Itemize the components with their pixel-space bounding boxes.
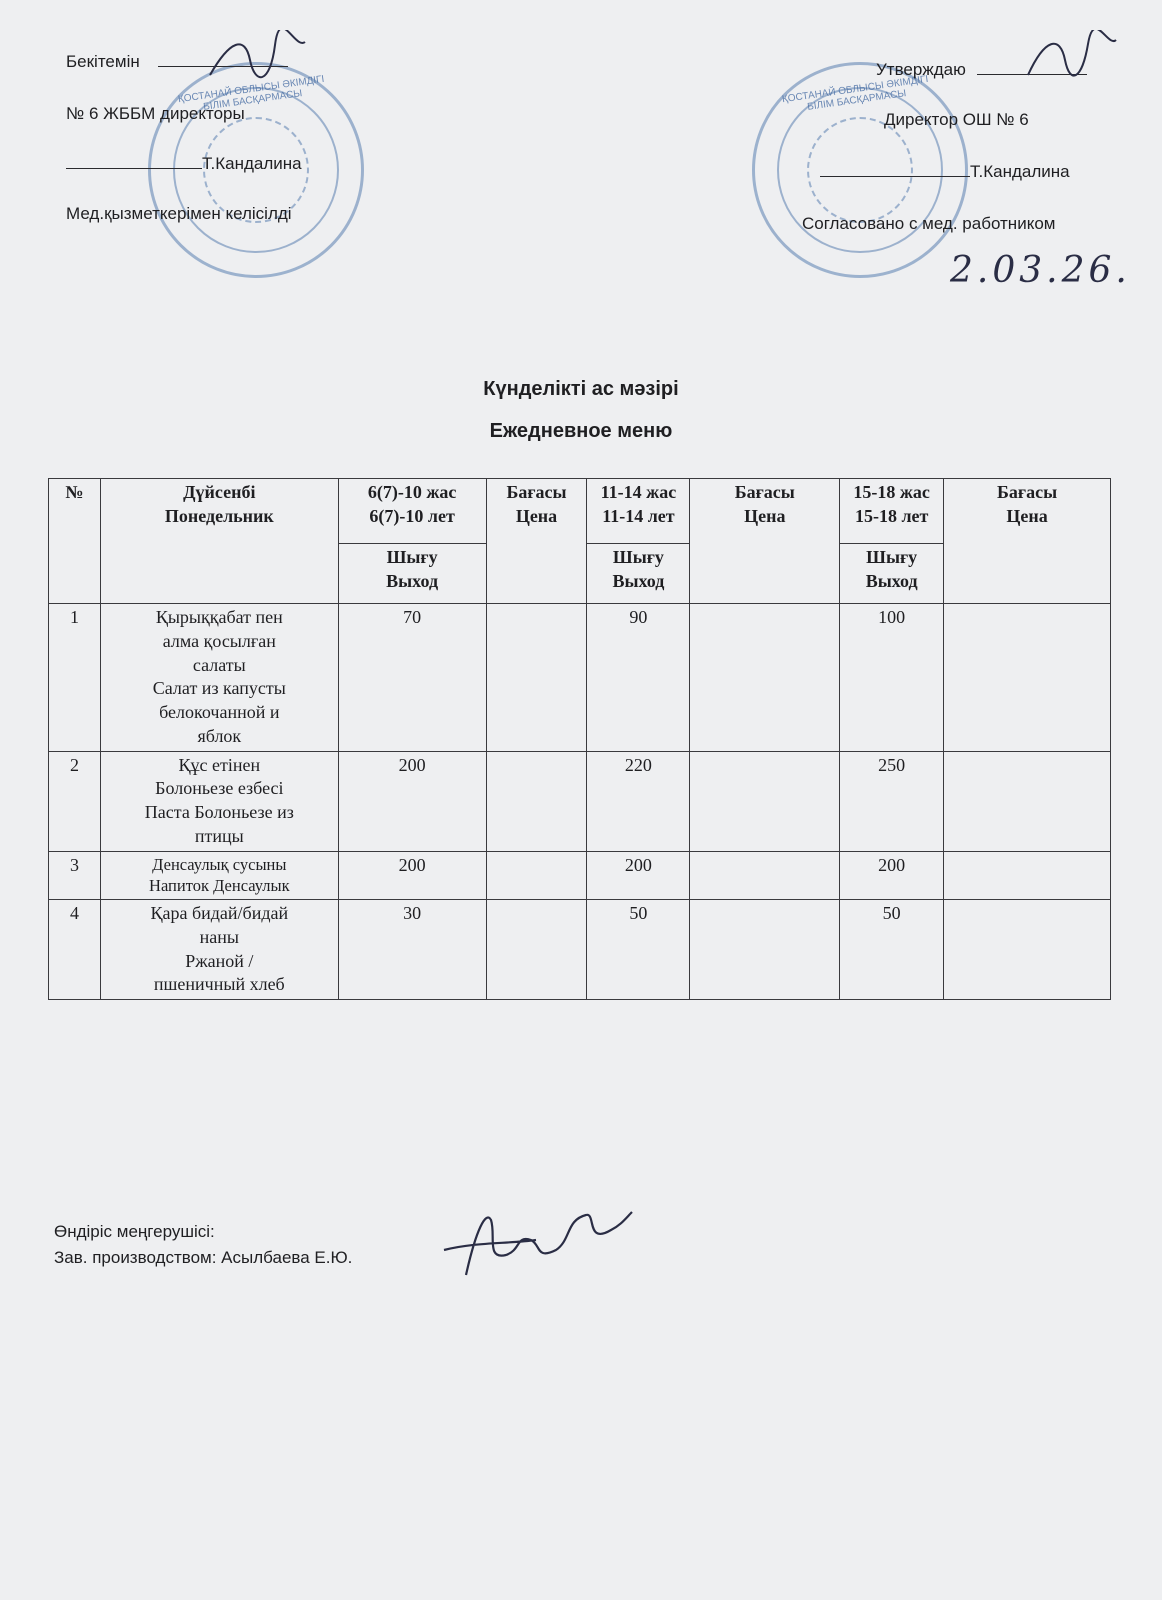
price-age1 (486, 604, 587, 752)
header-age3: 15-18 жас 15-18 лет (840, 479, 944, 544)
output-age1: 200 (338, 751, 486, 851)
header-num: № (49, 479, 101, 604)
header-price3: Бағасы Цена (944, 479, 1111, 604)
left-stamp-text: ҚОСТАНАЙ ОБЛЫСЫ ӘКІМДІГІ БІЛІМ БАСҚАРМАСЫ (177, 73, 326, 113)
dish-name: Қырыққабат пен алма қосылған салаты Салат из капусты белокочанной и яблок (100, 604, 338, 752)
output-age3: 50 (840, 900, 944, 1000)
title-ru: Ежедневное меню (489, 420, 673, 442)
price-age3 (944, 851, 1111, 900)
left-signature (200, 30, 310, 90)
output-age2: 50 (587, 900, 690, 1000)
output-age2: 200 (587, 851, 690, 900)
price-age1 (486, 751, 587, 851)
price-age1 (486, 851, 587, 900)
header-output1: Шығу Выход (338, 544, 486, 604)
output-age3: 200 (840, 851, 944, 900)
header-price1: Бағасы Цена (486, 479, 587, 604)
left-director: № 6 ЖББМ директоры (66, 104, 245, 123)
right-agreed: Согласовано с мед. работником (802, 214, 1056, 233)
price-age2 (690, 751, 840, 851)
right-name: Т.Кандалина (820, 162, 1070, 182)
output-age3: 100 (840, 604, 944, 752)
output-age2: 90 (587, 604, 690, 752)
price-age2 (690, 900, 840, 1000)
header-age2: 11-14 жас 11-14 лет (587, 479, 690, 544)
price-age3 (944, 604, 1111, 752)
price-age3 (944, 751, 1111, 851)
header-price2: Бағасы Цена (690, 479, 840, 604)
table-row (49, 900, 1111, 1000)
right-director: Директор ОШ № 6 (884, 110, 1029, 129)
right-approve: Утверждаю (876, 60, 1087, 80)
output-age1: 70 (338, 604, 486, 752)
left-agreed: Мед.қызметкерімен келісілді (66, 204, 292, 223)
price-age3 (944, 900, 1111, 1000)
price-age2 (690, 851, 840, 900)
right-signature (1020, 30, 1120, 85)
dish-name: Денсаулық сусыны Напиток Денсаулык (100, 851, 338, 900)
output-age1: 200 (338, 851, 486, 900)
header-output2: Шығу Выход (587, 544, 690, 604)
output-age2: 220 (587, 751, 690, 851)
right-stamp-text: ҚОСТАНАЙ ОБЛЫСЫ ӘКІМДІГІ БІЛІМ БАСҚАРМАСЫ (781, 73, 930, 113)
output-age3: 250 (840, 751, 944, 851)
title-kz: Күнделікті ас мәзірі (483, 378, 679, 400)
table-row (49, 604, 1111, 752)
dish-name: Құс етінен Болоньезе езбесі Паста Болоньезе из птицы (100, 751, 338, 851)
left-name: Т.Кандалина (66, 154, 302, 174)
left-approve: Бекітемін (66, 52, 288, 72)
price-age2 (690, 604, 840, 752)
footer-line1: Өндіріс меңгерушісі: (54, 1222, 215, 1241)
price-age1 (486, 900, 587, 1000)
row-num: 1 (49, 604, 101, 752)
footer-signature (436, 1200, 636, 1285)
output-age1: 30 (338, 900, 486, 1000)
row-num: 2 (49, 751, 101, 851)
footer-line2: Зав. производством: Асылбаева Е.Ю. (54, 1248, 353, 1267)
dish-name: Қара бидай/бидай наны Ржаной / пшеничный хлеб (100, 900, 338, 1000)
header-output3: Шығу Выход (840, 544, 944, 604)
table-row (49, 751, 1111, 851)
row-num: 3 (49, 851, 101, 900)
header-age1: 6(7)-10 жас 6(7)-10 лет (338, 479, 486, 544)
handwritten-date: 2.03.26. (950, 250, 1131, 291)
row-num: 4 (49, 900, 101, 1000)
table-row (49, 851, 1111, 900)
menu-table (48, 478, 1111, 1000)
header-day: Дүйсенбі Понедельник (100, 479, 338, 604)
